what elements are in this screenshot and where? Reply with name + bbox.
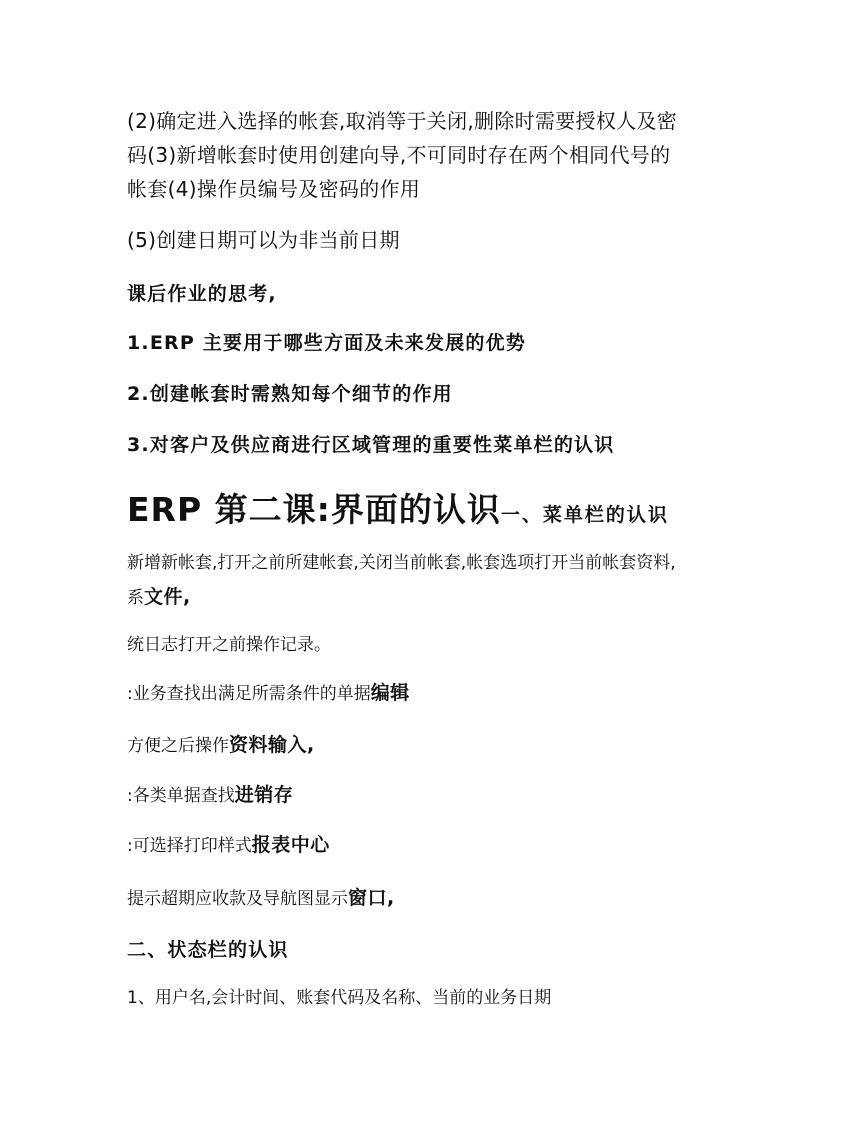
lesson-heading-sub: 一、菜单栏的认识 <box>500 504 669 526</box>
menu-line-2 <box>127 583 191 612</box>
intro-line-3: 帐套(4)操作员编号及密码的作用 <box>127 177 421 201</box>
lesson-heading-main: ERP 第二课:界面的认识 <box>127 490 501 529</box>
menu-line-4 <box>127 679 410 708</box>
menu-line-6-text: :各类单据查找 <box>127 786 235 806</box>
homework-item-2: 2.创建帐套时需熟知每个细节的作用 <box>127 383 453 405</box>
menu-inventory-label: 进销存 <box>234 784 294 806</box>
intro-line-4: (5)创建日期可以为非当前日期 <box>127 228 400 252</box>
status-line-1: 1、用户名,会计时间、账套代码及名称、当前的业务日期 <box>127 988 552 1008</box>
menu-line-5-text: 方便之后操作 <box>127 736 229 756</box>
homework-item-1: 1.ERP 主要用于哪些方面及未来发展的优势 <box>127 332 526 354</box>
lesson-heading <box>127 484 669 531</box>
homework-item-3: 3.对客户及供应商进行区域管理的重要性菜单栏的认识 <box>127 434 615 456</box>
menu-line-4-text: :业务查找出满足所需条件的单据 <box>127 684 371 704</box>
menu-line-6 <box>127 781 293 810</box>
menu-window-label: 窗口, <box>348 887 395 909</box>
intro-line-2: 码(3)新增帐套时使用创建向导,不可同时存在两个相同代号的 <box>127 143 671 167</box>
menu-line-3: 统日志打开之前操作记录。 <box>127 635 331 655</box>
menu-line-5 <box>127 731 315 760</box>
menu-line-8 <box>127 884 395 913</box>
menu-line-7-text: :可选择打印样式 <box>127 836 252 856</box>
menu-line-2-prefix: 系 <box>127 588 144 608</box>
menu-line-7 <box>127 831 330 860</box>
menu-line-8-text: 提示超期应收款及导航图显示 <box>127 889 348 909</box>
menu-file-label: 文件, <box>144 586 191 608</box>
homework-title: 课后作业的思考, <box>127 283 277 305</box>
menu-report-center-label: 报表中心 <box>251 834 330 856</box>
status-section-title: 二、状态栏的认识 <box>127 939 289 961</box>
menu-data-input-label: 资料输入, <box>229 734 315 756</box>
menu-edit-label: 编辑 <box>370 682 410 704</box>
menu-line-1: 新增新帐套,打开之前所建帐套,关闭当前帐套,帐套选项打开当前帐套资料, <box>127 553 676 573</box>
intro-line-1: (2)确定进入选择的帐套,取消等于关闭,删除时需要授权人及密 <box>127 109 678 133</box>
